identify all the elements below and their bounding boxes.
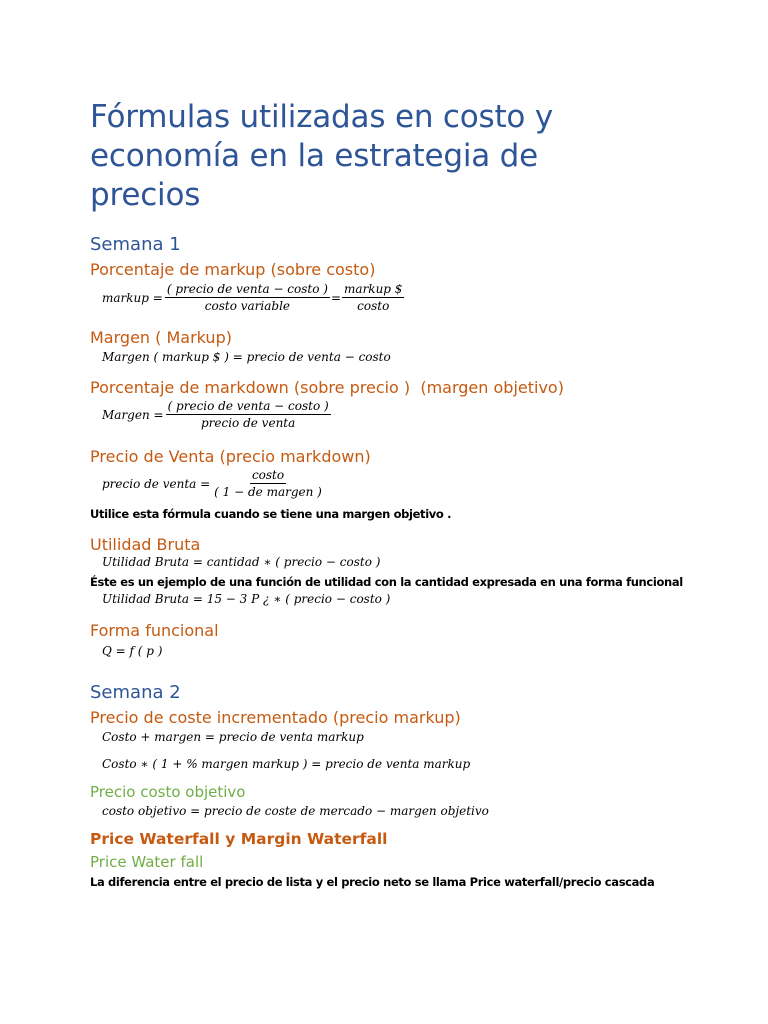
markup-numerator-2: markup $ [344,282,403,296]
sale-price-denominator: ( 1 − de margen ) [214,485,322,499]
sale-price-fraction [212,468,324,499]
sale-price-heading: Precio de Venta (precio markdown) [90,447,371,466]
document-title: Fórmulas utilizadas en costo y economía en la estrategia de precios [90,99,553,213]
margin-markup-formula: Margen ( markup $ ) = precio de venta − costo [102,350,391,364]
gross-profit-formula: Utilidad Bruta = cantidad ∗ ( precio − costo ) [102,555,381,569]
markup-denominator-1: costo variable [204,299,291,313]
waterfall-heading: Price Waterfall y Margin Waterfall [90,830,388,848]
markup-fraction-1 [165,282,330,313]
functional-form-heading: Forma funcional [90,621,219,640]
functional-form-formula: Q = f ( p ) [102,644,163,658]
target-cost-heading: Precio costo objetivo [90,783,246,801]
markup-numerator-1: ( precio de venta − costo ) [166,282,328,296]
sale-price-numerator: costo [251,468,285,482]
gross-profit-heading: Utilidad Bruta [90,535,201,554]
markup-denominator-2: costo [357,299,390,313]
cost-plus-formula-2: Costo ∗ ( 1 + % margen markup ) = precio de venta markup [102,757,471,771]
markdown-percentage-heading: Porcentaje de markdown (sobre precio ) (margen objetivo) [90,378,564,397]
gross-profit-formula-2: Utilidad Bruta = 15 − 3 P ¿ ∗ ( precio − costo ) [102,592,391,606]
week-1-heading: Semana 1 [90,234,181,255]
markdown-fraction [166,399,331,430]
markdown-percentage-formula [102,399,332,430]
markup-percentage-formula [102,282,405,313]
target-cost-formula: costo objetivo = precio de coste de mercado − margen objetivo [102,804,489,818]
waterfall-subheading: Price Water fall [90,853,204,871]
cost-plus-heading: Precio de coste incrementado (precio markup) [90,708,461,727]
week-2-heading: Semana 2 [90,682,181,703]
margin-markup-heading: Margen ( Markup) [90,328,232,347]
cost-plus-formula-1: Costo + margen = precio de venta markup [102,730,364,744]
markdown-numerator: ( precio de venta − costo ) [167,399,329,413]
sale-price-note: Utilice esta fórmula cuando se tiene una margen objetivo . [90,507,452,521]
gross-profit-note: Éste es un ejemplo de una función de utilidad con la cantidad expresada en una forma funcional [90,575,683,589]
markup-percentage-heading: Porcentaje de markup (sobre costo) [90,260,376,279]
waterfall-note: La diferencia entre el precio de lista y el precio neto se llama Price waterfall/precio cascada [90,875,655,889]
sale-price-formula [102,468,325,499]
markdown-lhs: Margen = [102,407,164,422]
markdown-denominator: precio de venta [200,416,296,430]
markup-lhs: markup = [102,290,163,305]
markup-equals: = [330,290,342,305]
sale-price-lhs: precio de venta = [102,476,211,491]
markup-fraction-2 [342,282,404,313]
